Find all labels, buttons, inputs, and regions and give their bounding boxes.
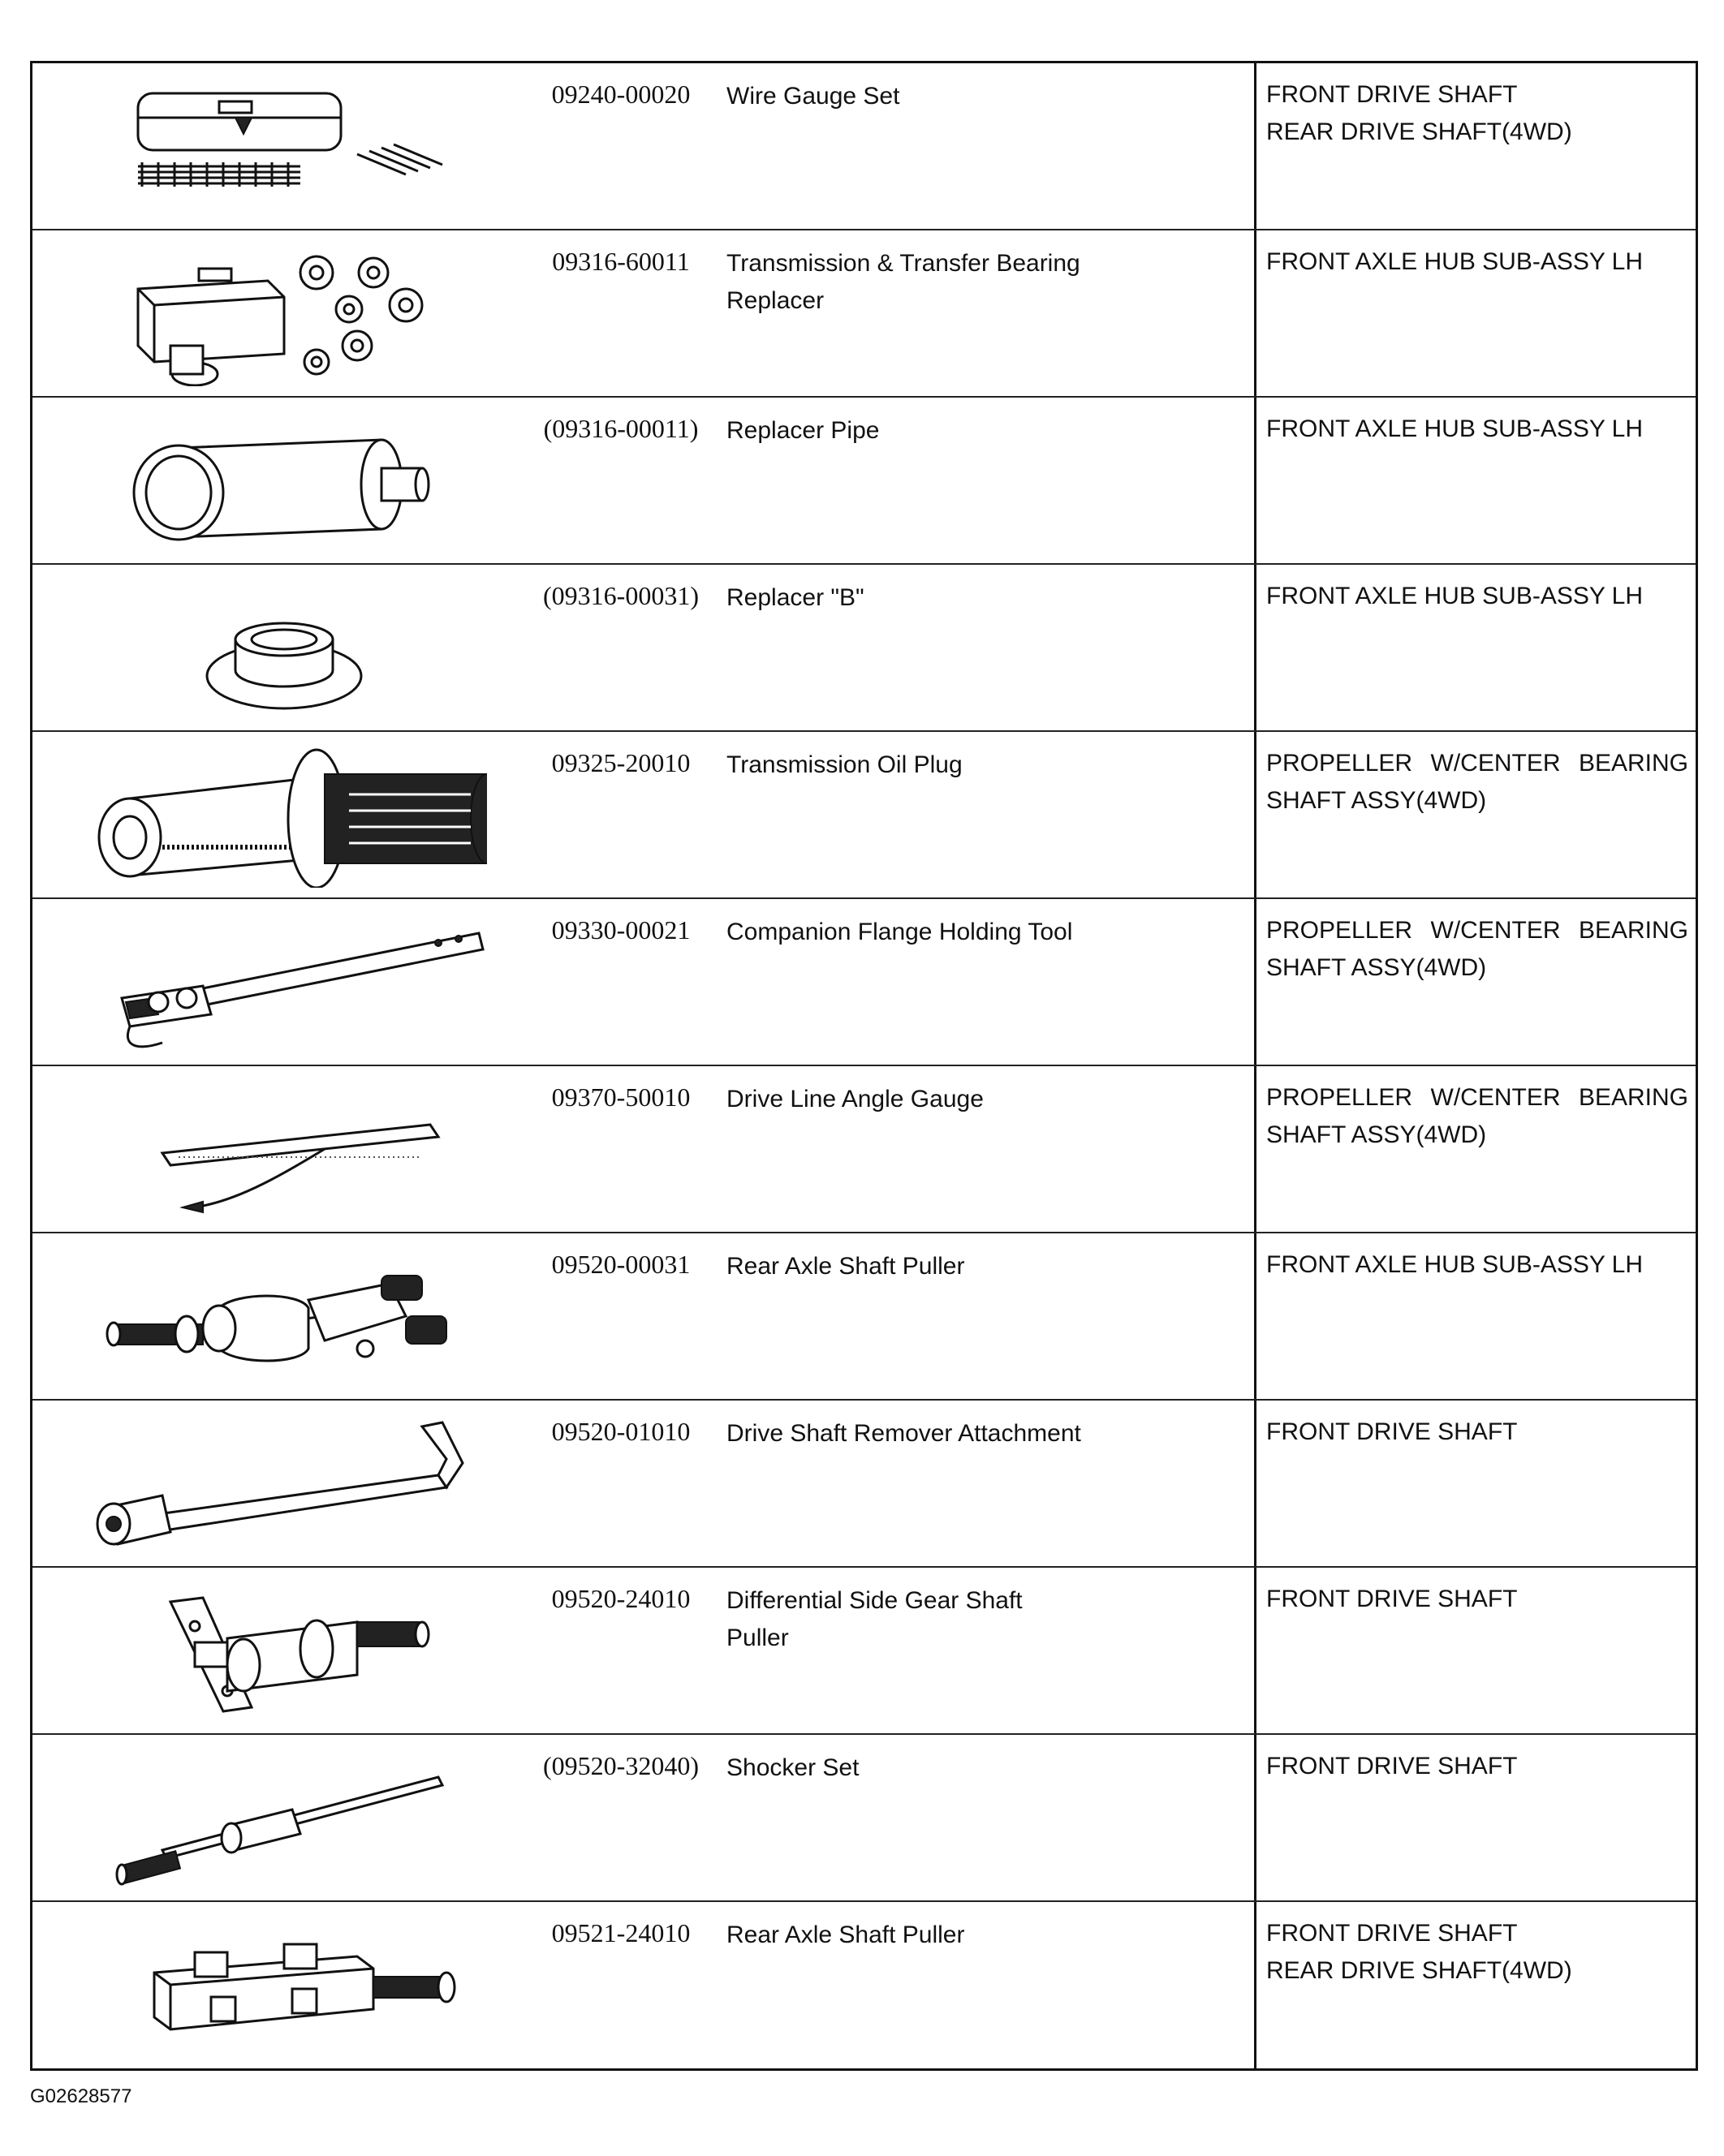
table-row: [32, 565, 1696, 732]
tool-name: Transmission & Transfer Bearing Replacer: [726, 250, 1080, 314]
table-row: [32, 1066, 1696, 1233]
table-row: [32, 1568, 1696, 1735]
tool-name: Shocker Set: [726, 1754, 860, 1781]
applicable-section: FRONT DRIVE SHAFT: [1266, 1586, 1518, 1612]
axle-shaft-puller-icon: [81, 1243, 487, 1389]
applicable-section: PROPELLER W/CENTER BEARING SHAFT ASSY(4WD): [1266, 750, 1688, 814]
figure-code: G02628577: [30, 2085, 132, 2107]
tool-name: Rear Axle Shaft Puller: [726, 1921, 965, 1948]
replacer-pipe-icon: [81, 407, 487, 553]
tool-name: Drive Line Angle Gauge: [726, 1086, 984, 1112]
tool-illustration: [32, 1735, 511, 1900]
tool-name: Differential Side Gear Shaft Puller: [726, 1587, 1023, 1651]
rear-axle-puller-icon: [81, 1912, 487, 2058]
tool-illustration: [32, 899, 511, 1065]
applicable-section: FRONT DRIVE SHAFT REAR DRIVE SHAFT(4WD): [1266, 81, 1572, 145]
tool-illustration: [32, 1233, 511, 1399]
part-number: (09316-00031): [543, 581, 699, 610]
tool-name: Wire Gauge Set: [726, 83, 900, 110]
tool-illustration: [32, 565, 511, 730]
side-gear-puller-icon: [81, 1577, 487, 1724]
applicable-section: PROPELLER W/CENTER BEARING SHAFT ASSY(4WD): [1266, 917, 1688, 981]
tool-name: Replacer Pipe: [726, 417, 880, 444]
tool-illustration: [32, 732, 511, 897]
part-number: 09316-60011: [552, 247, 690, 276]
table-row: [32, 1902, 1696, 2068]
table-row: [32, 1735, 1696, 1902]
applicable-section: FRONT AXLE HUB SUB-ASSY LH: [1266, 1251, 1644, 1278]
table-row: [32, 1401, 1696, 1568]
tool-name: Drive Shaft Remover Attachment: [726, 1420, 1081, 1447]
applicable-section: FRONT AXLE HUB SUB-ASSY LH: [1266, 583, 1644, 609]
part-number: 09325-20010: [551, 748, 691, 777]
part-number: 09330-00021: [551, 915, 691, 945]
special-service-tools-table: [30, 61, 1698, 2071]
tool-illustration: [32, 63, 511, 229]
part-number: 09520-01010: [551, 1417, 691, 1446]
applicable-section: FRONT DRIVE SHAFT: [1266, 1418, 1518, 1445]
shocker-set-icon: [81, 1745, 487, 1891]
part-number: 09521-24010: [551, 1918, 691, 1947]
remover-attachment-icon: [81, 1410, 487, 1556]
tool-illustration: [32, 230, 511, 396]
table-row: [32, 230, 1696, 398]
replacer-b-icon: [81, 575, 487, 721]
part-number: 09520-00031: [551, 1250, 691, 1279]
applicable-section: FRONT DRIVE SHAFT: [1266, 1753, 1518, 1779]
applicable-section: PROPELLER W/CENTER BEARING SHAFT ASSY(4WD): [1266, 1084, 1688, 1148]
angle-gauge-icon: [81, 1076, 487, 1222]
tool-illustration: [32, 1066, 511, 1232]
oil-plug-icon: [81, 742, 487, 888]
wire-gauge-set-icon: [81, 73, 487, 219]
tool-name: Replacer "B": [726, 584, 864, 611]
tool-name: Rear Axle Shaft Puller: [726, 1253, 965, 1280]
part-number: 09370-50010: [551, 1082, 691, 1112]
table-row: [32, 732, 1696, 899]
applicable-section: FRONT AXLE HUB SUB-ASSY LH: [1266, 248, 1644, 275]
flange-holding-tool-icon: [81, 909, 487, 1055]
tool-name: Transmission Oil Plug: [726, 751, 963, 778]
table-row: [32, 899, 1696, 1066]
part-number: 09240-00020: [551, 80, 691, 109]
part-number: (09316-00011): [543, 414, 699, 443]
tool-illustration: [32, 398, 511, 563]
table-row: [32, 398, 1696, 565]
table-row: [32, 1233, 1696, 1401]
bearing-replacer-kit-icon: [81, 240, 487, 386]
part-number: (09520-32040): [543, 1751, 699, 1780]
tool-name: Companion Flange Holding Tool: [726, 919, 1073, 945]
tool-illustration: [32, 1401, 511, 1566]
applicable-section: FRONT DRIVE SHAFT REAR DRIVE SHAFT(4WD): [1266, 1920, 1572, 1984]
tool-illustration: [32, 1902, 511, 2068]
tool-illustration: [32, 1568, 511, 1733]
table-row: [32, 63, 1696, 230]
applicable-section: FRONT AXLE HUB SUB-ASSY LH: [1266, 415, 1644, 442]
part-number: 09520-24010: [551, 1584, 691, 1613]
